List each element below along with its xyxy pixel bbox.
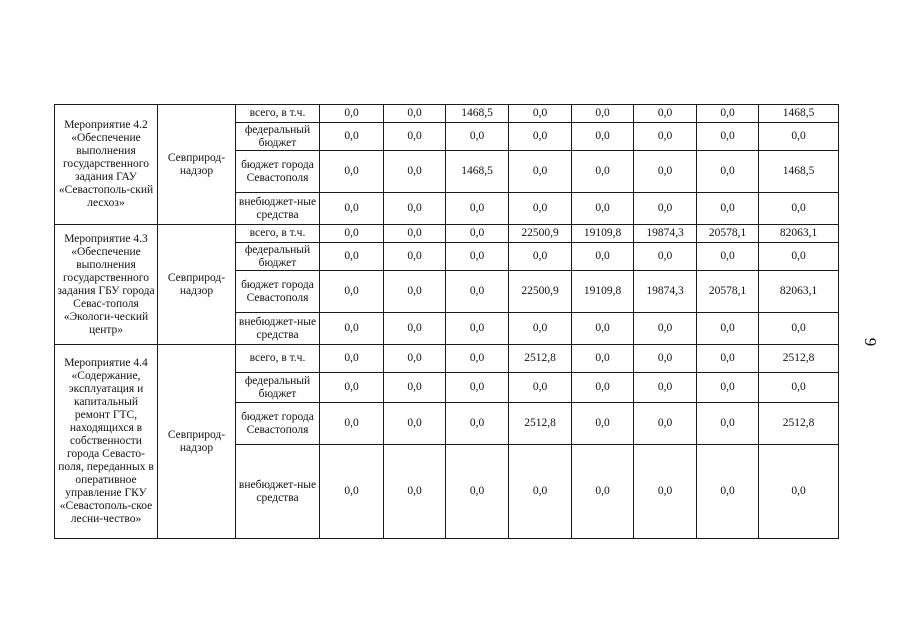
value-cell: 2512,8 — [759, 403, 839, 445]
value-cell: 0,0 — [572, 445, 634, 539]
value-cell: 0,0 — [320, 271, 384, 313]
funding-source: федеральный бюджет — [236, 123, 320, 151]
value-cell: 0,0 — [697, 193, 759, 225]
value-cell: 0,0 — [634, 313, 697, 345]
value-cell: 0,0 — [759, 313, 839, 345]
value-cell: 0,0 — [697, 403, 759, 445]
value-cell: 0,0 — [320, 243, 384, 271]
value-cell: 19874,3 — [634, 271, 697, 313]
value-cell: 0,0 — [697, 243, 759, 271]
value-cell: 0,0 — [634, 403, 697, 445]
value-cell: 0,0 — [320, 123, 384, 151]
value-cell: 0,0 — [320, 151, 384, 193]
value-cell: 0,0 — [384, 271, 446, 313]
value-cell: 0,0 — [384, 373, 446, 403]
value-cell: 0,0 — [384, 243, 446, 271]
funding-source: федеральный бюджет — [236, 243, 320, 271]
value-cell: 19874,3 — [634, 225, 697, 243]
value-cell: 2512,8 — [759, 345, 839, 373]
activity-name: Мероприятие 4.4 «Содержание, эксплуатация и капитальный ремонт ГТС, находящихся в собственности города Севасто-поля, переданных в оперативное управление ГКУ «Севастополь-ское лесни-чество» — [55, 345, 158, 539]
value-cell: 22500,9 — [509, 271, 572, 313]
value-cell: 0,0 — [320, 105, 384, 123]
value-cell: 0,0 — [509, 373, 572, 403]
value-cell: 0,0 — [384, 151, 446, 193]
value-cell: 0,0 — [384, 403, 446, 445]
value-cell: 0,0 — [446, 445, 509, 539]
value-cell: 0,0 — [572, 313, 634, 345]
value-cell: 0,0 — [634, 345, 697, 373]
value-cell: 1468,5 — [759, 105, 839, 123]
value-cell: 0,0 — [697, 313, 759, 345]
value-cell: 0,0 — [634, 373, 697, 403]
funding-source: федеральный бюджет — [236, 373, 320, 403]
value-cell: 0,0 — [634, 243, 697, 271]
value-cell: 20578,1 — [697, 271, 759, 313]
value-cell: 0,0 — [697, 151, 759, 193]
value-cell: 0,0 — [572, 123, 634, 151]
table-row — [55, 225, 839, 243]
table-row — [55, 105, 839, 123]
value-cell: 0,0 — [759, 243, 839, 271]
value-cell: 0,0 — [697, 123, 759, 151]
funding-source: всего, в т.ч. — [236, 105, 320, 123]
value-cell: 0,0 — [320, 403, 384, 445]
value-cell: 0,0 — [697, 105, 759, 123]
value-cell: 0,0 — [446, 193, 509, 225]
value-cell: 0,0 — [509, 123, 572, 151]
activity-name: Мероприятие 4.2 «Обеспечение выполнения государственного задания ГАУ «Севастополь-ский лесхоз» — [55, 105, 158, 225]
value-cell: 0,0 — [446, 243, 509, 271]
funding-source: внебюджет-ные средства — [236, 445, 320, 539]
value-cell: 0,0 — [384, 123, 446, 151]
funding-source: внебюджет-ные средства — [236, 193, 320, 225]
value-cell: 0,0 — [509, 445, 572, 539]
funding-source: бюджет города Севастополя — [236, 403, 320, 445]
value-cell: 0,0 — [759, 373, 839, 403]
value-cell: 0,0 — [384, 193, 446, 225]
value-cell: 0,0 — [572, 243, 634, 271]
value-cell: 0,0 — [320, 313, 384, 345]
value-cell: 0,0 — [446, 123, 509, 151]
funding-source: бюджет города Севастополя — [236, 151, 320, 193]
funding-source: всего, в т.ч. — [236, 345, 320, 373]
value-cell: 0,0 — [697, 345, 759, 373]
activity-name: Мероприятие 4.3 «Обеспечение выполнения государственного задания ГБУ города Севас-тополя «Экологи-ческий центр» — [55, 225, 158, 345]
page-number: 9 — [861, 337, 880, 347]
value-cell: 20578,1 — [697, 225, 759, 243]
funding-source: внебюджет-ные средства — [236, 313, 320, 345]
value-cell: 19109,8 — [572, 225, 634, 243]
value-cell: 0,0 — [320, 193, 384, 225]
value-cell: 0,0 — [697, 445, 759, 539]
value-cell: 0,0 — [384, 345, 446, 373]
funding-source: бюджет города Севастополя — [236, 271, 320, 313]
value-cell: 1468,5 — [759, 151, 839, 193]
value-cell: 0,0 — [446, 225, 509, 243]
value-cell: 0,0 — [634, 193, 697, 225]
value-cell: 0,0 — [572, 373, 634, 403]
value-cell: 0,0 — [572, 105, 634, 123]
value-cell: 0,0 — [572, 345, 634, 373]
value-cell: 0,0 — [446, 313, 509, 345]
value-cell: 2512,8 — [509, 403, 572, 445]
value-cell: 0,0 — [509, 313, 572, 345]
value-cell: 0,0 — [320, 225, 384, 243]
value-cell: 0,0 — [384, 445, 446, 539]
value-cell: 0,0 — [572, 403, 634, 445]
value-cell: 0,0 — [634, 445, 697, 539]
value-cell: 0,0 — [634, 105, 697, 123]
value-cell: 0,0 — [446, 271, 509, 313]
value-cell: 0,0 — [446, 403, 509, 445]
value-cell: 0,0 — [446, 345, 509, 373]
executor-name: Севприрод-надзор — [158, 345, 236, 539]
value-cell: 82063,1 — [759, 225, 839, 243]
table-row — [55, 345, 839, 373]
value-cell: 1468,5 — [446, 105, 509, 123]
value-cell: 0,0 — [759, 445, 839, 539]
value-cell: 0,0 — [572, 193, 634, 225]
value-cell: 0,0 — [509, 151, 572, 193]
value-cell: 0,0 — [759, 193, 839, 225]
value-cell: 0,0 — [384, 105, 446, 123]
value-cell: 22500,9 — [509, 225, 572, 243]
value-cell: 0,0 — [634, 151, 697, 193]
value-cell: 0,0 — [572, 151, 634, 193]
value-cell: 0,0 — [759, 123, 839, 151]
value-cell: 82063,1 — [759, 271, 839, 313]
value-cell: 0,0 — [509, 193, 572, 225]
value-cell: 0,0 — [320, 373, 384, 403]
executor-name: Севприрод-надзор — [158, 225, 236, 345]
funding-table — [54, 104, 839, 539]
value-cell: 0,0 — [509, 105, 572, 123]
value-cell: 0,0 — [384, 313, 446, 345]
value-cell: 1468,5 — [446, 151, 509, 193]
value-cell: 19109,8 — [572, 271, 634, 313]
value-cell: 0,0 — [320, 345, 384, 373]
funding-source: всего, в т.ч. — [236, 225, 320, 243]
value-cell: 0,0 — [320, 445, 384, 539]
value-cell: 0,0 — [384, 225, 446, 243]
value-cell: 0,0 — [446, 373, 509, 403]
executor-name: Севприрод-надзор — [158, 105, 236, 225]
value-cell: 0,0 — [509, 243, 572, 271]
value-cell: 2512,8 — [509, 345, 572, 373]
value-cell: 0,0 — [697, 373, 759, 403]
value-cell: 0,0 — [634, 123, 697, 151]
